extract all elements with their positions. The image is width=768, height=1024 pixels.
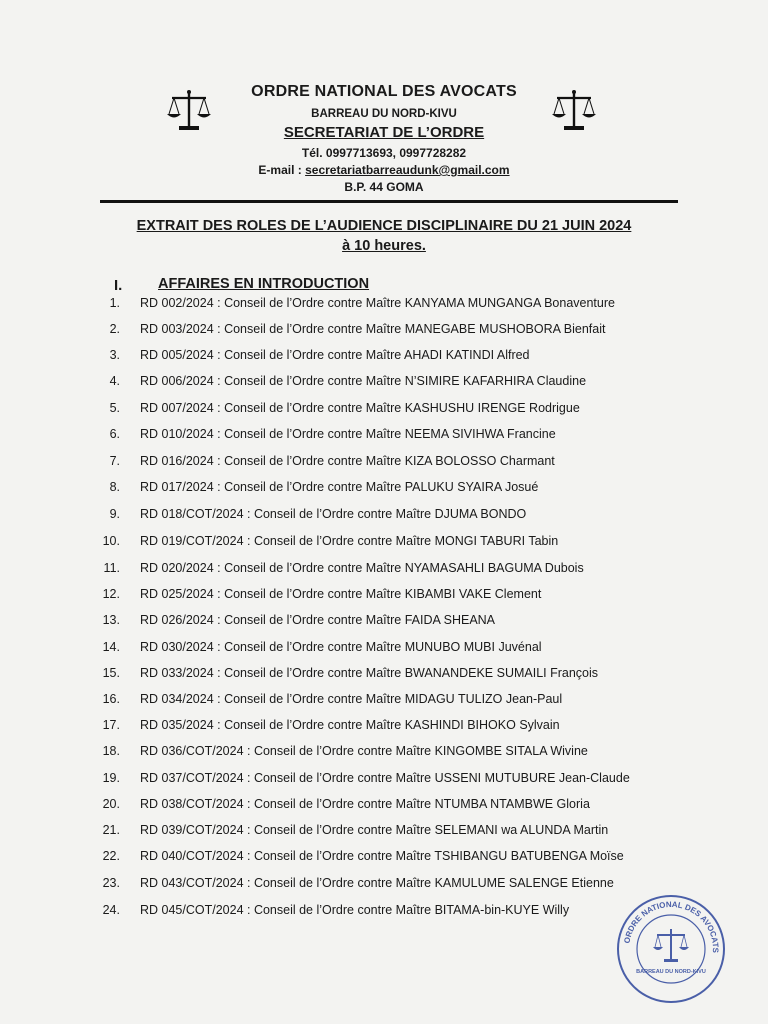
case-description: RD 040/COT/2024 : Conseil de l’Ordre contre Maître TSHIBANGU BATUBENGA Moïse: [140, 849, 624, 863]
case-row: [0, 454, 768, 476]
case-description: RD 017/2024 : Conseil de l’Ordre contre Maître PALUKU SYAIRA Josué: [140, 480, 539, 494]
case-number: 22.: [102, 849, 120, 863]
organization-name: ORDRE NATIONAL DES AVOCATS: [251, 83, 517, 100]
document-title: EXTRAIT DES ROLES DE L’AUDIENCE DISCIPLINAIRE DU 21 JUIN 2024: [136, 218, 632, 234]
case-number: 8.: [109, 480, 120, 494]
case-row: [0, 771, 768, 793]
case-description: RD 002/2024 : Conseil de l’Ordre contre Maître KANYAMA MUNGANGA Bonaventure: [140, 296, 615, 310]
case-row: [0, 534, 768, 556]
case-number: 3.: [109, 348, 120, 362]
official-stamp-icon: [615, 893, 727, 1005]
stamp-ring-text: ORDRE NATIONAL DES AVOCATS: [622, 899, 721, 954]
section-number: I.: [114, 277, 123, 294]
case-description: RD 035/2024 : Conseil de l’Ordre contre Maître KASHINDI BIHOKO Sylvain: [140, 718, 560, 732]
case-number: 13.: [102, 613, 120, 627]
case-row: [0, 374, 768, 396]
case-number: 5.: [109, 401, 120, 415]
case-row: [0, 561, 768, 583]
case-number: 7.: [109, 454, 120, 468]
case-number: 14.: [102, 640, 120, 654]
case-number: 20.: [102, 797, 120, 811]
case-number: 15.: [102, 666, 120, 680]
case-description: RD 018/COT/2024 : Conseil de l’Ordre contre Maître DJUMA BONDO: [140, 507, 527, 521]
case-row: [0, 587, 768, 609]
case-row: [0, 823, 768, 845]
case-number: 17.: [102, 718, 120, 732]
case-row: [0, 666, 768, 688]
case-number: 1.: [109, 296, 120, 310]
case-row: [0, 744, 768, 766]
case-description: RD 034/2024 : Conseil de l’Ordre contre Maître MIDAGU TULIZO Jean-Paul: [140, 692, 563, 706]
secretariat-heading: SECRETARIAT DE L’ORDRE: [283, 124, 485, 141]
case-row: [0, 797, 768, 819]
case-number: 16.: [102, 692, 120, 706]
case-description: RD 033/2024 : Conseil de l’Ordre contre Maître BWANANDEKE SUMAILI François: [140, 666, 599, 680]
case-number: 23.: [102, 876, 120, 890]
case-number: 12.: [102, 587, 120, 601]
case-number: 9.: [109, 507, 120, 521]
case-number: 4.: [109, 374, 120, 388]
case-description: RD 039/COT/2024 : Conseil de l’Ordre contre Maître SELEMANI wa ALUNDA Martin: [140, 823, 609, 837]
case-description: RD 043/COT/2024 : Conseil de l’Ordre contre Maître KAMULUME SALENGE Etienne: [140, 876, 614, 890]
case-row: [0, 507, 768, 529]
case-description: RD 006/2024 : Conseil de l’Ordre contre Maître N’SIMIRE KAFARHIRA Claudine: [140, 374, 587, 388]
postal-box: B.P. 44 GOMA: [344, 180, 424, 194]
case-number: 11.: [103, 561, 120, 575]
bar-name: BARREAU DU NORD-KIVU: [311, 108, 457, 120]
case-number: 6.: [109, 427, 120, 441]
case-description: RD 030/2024 : Conseil de l’Ordre contre Maître MUNUBO MUBI Juvénal: [140, 640, 542, 654]
case-row: [0, 849, 768, 871]
case-description: RD 010/2024 : Conseil de l’Ordre contre Maître NEEMA SIVIHWA Francine: [140, 427, 556, 441]
phone-line: Tél. 0997713693, 0997728282: [301, 146, 467, 160]
case-number: 18.: [102, 744, 120, 758]
stamp-center-text: BARREAU DU NORD-KIVU: [636, 969, 706, 975]
case-description: RD 026/2024 : Conseil de l’Ordre contre Maître FAIDA SHEANA: [140, 613, 496, 627]
document-subtitle: à 10 heures.: [342, 238, 426, 254]
case-row: [0, 401, 768, 423]
case-description: RD 016/2024 : Conseil de l’Ordre contre Maître KIZA BOLOSSO Charmant: [140, 454, 555, 468]
case-row: [0, 718, 768, 740]
case-number: 19.: [102, 771, 120, 785]
case-description: RD 036/COT/2024 : Conseil de l’Ordre contre Maître KINGOMBE SITALA Wivine: [140, 744, 588, 758]
case-row: [0, 427, 768, 449]
case-row: [0, 692, 768, 714]
case-description: RD 037/COT/2024 : Conseil de l’Ordre contre Maître USSENI MUTUBURE Jean-Claude: [140, 771, 630, 785]
case-description: RD 007/2024 : Conseil de l’Ordre contre Maître KASHUSHU IRENGE Rodrigue: [140, 401, 580, 415]
case-number: 24.: [102, 903, 120, 917]
case-row: [0, 480, 768, 502]
case-row: [0, 322, 768, 344]
case-description: RD 003/2024 : Conseil de l’Ordre contre Maître MANEGABE MUSHOBORA Bienfait: [140, 322, 606, 336]
case-number: 21.: [102, 823, 120, 837]
section-title: AFFAIRES EN INTRODUCTION: [158, 276, 370, 292]
case-number: 2.: [109, 322, 120, 336]
case-description: RD 025/2024 : Conseil de l’Ordre contre Maître KIBAMBI VAKE Clement: [140, 587, 542, 601]
case-description: RD 045/COT/2024 : Conseil de l’Ordre contre Maître BITAMA-bin-KUYE Willy: [140, 903, 570, 917]
case-description: RD 005/2024 : Conseil de l’Ordre contre Maître AHADI KATINDI Alfred: [140, 348, 530, 362]
case-row: [0, 640, 768, 662]
case-description: RD 038/COT/2024 : Conseil de l’Ordre contre Maître NTUMBA NTAMBWE Gloria: [140, 797, 590, 811]
case-number: 10.: [102, 534, 120, 548]
case-description: RD 020/2024 : Conseil de l’Ordre contre Maître NYAMASAHLI BAGUMA Dubois: [140, 561, 584, 575]
case-row: [0, 296, 768, 318]
email-link[interactable]: secretariatbarreaudunk@gmail.com: [305, 163, 510, 177]
case-description: RD 019/COT/2024 : Conseil de l’Ordre contre Maître MONGI TABURI Tabin: [140, 534, 559, 548]
case-row: [0, 348, 768, 370]
case-row: [0, 613, 768, 635]
email-label: E-mail :: [258, 163, 306, 177]
